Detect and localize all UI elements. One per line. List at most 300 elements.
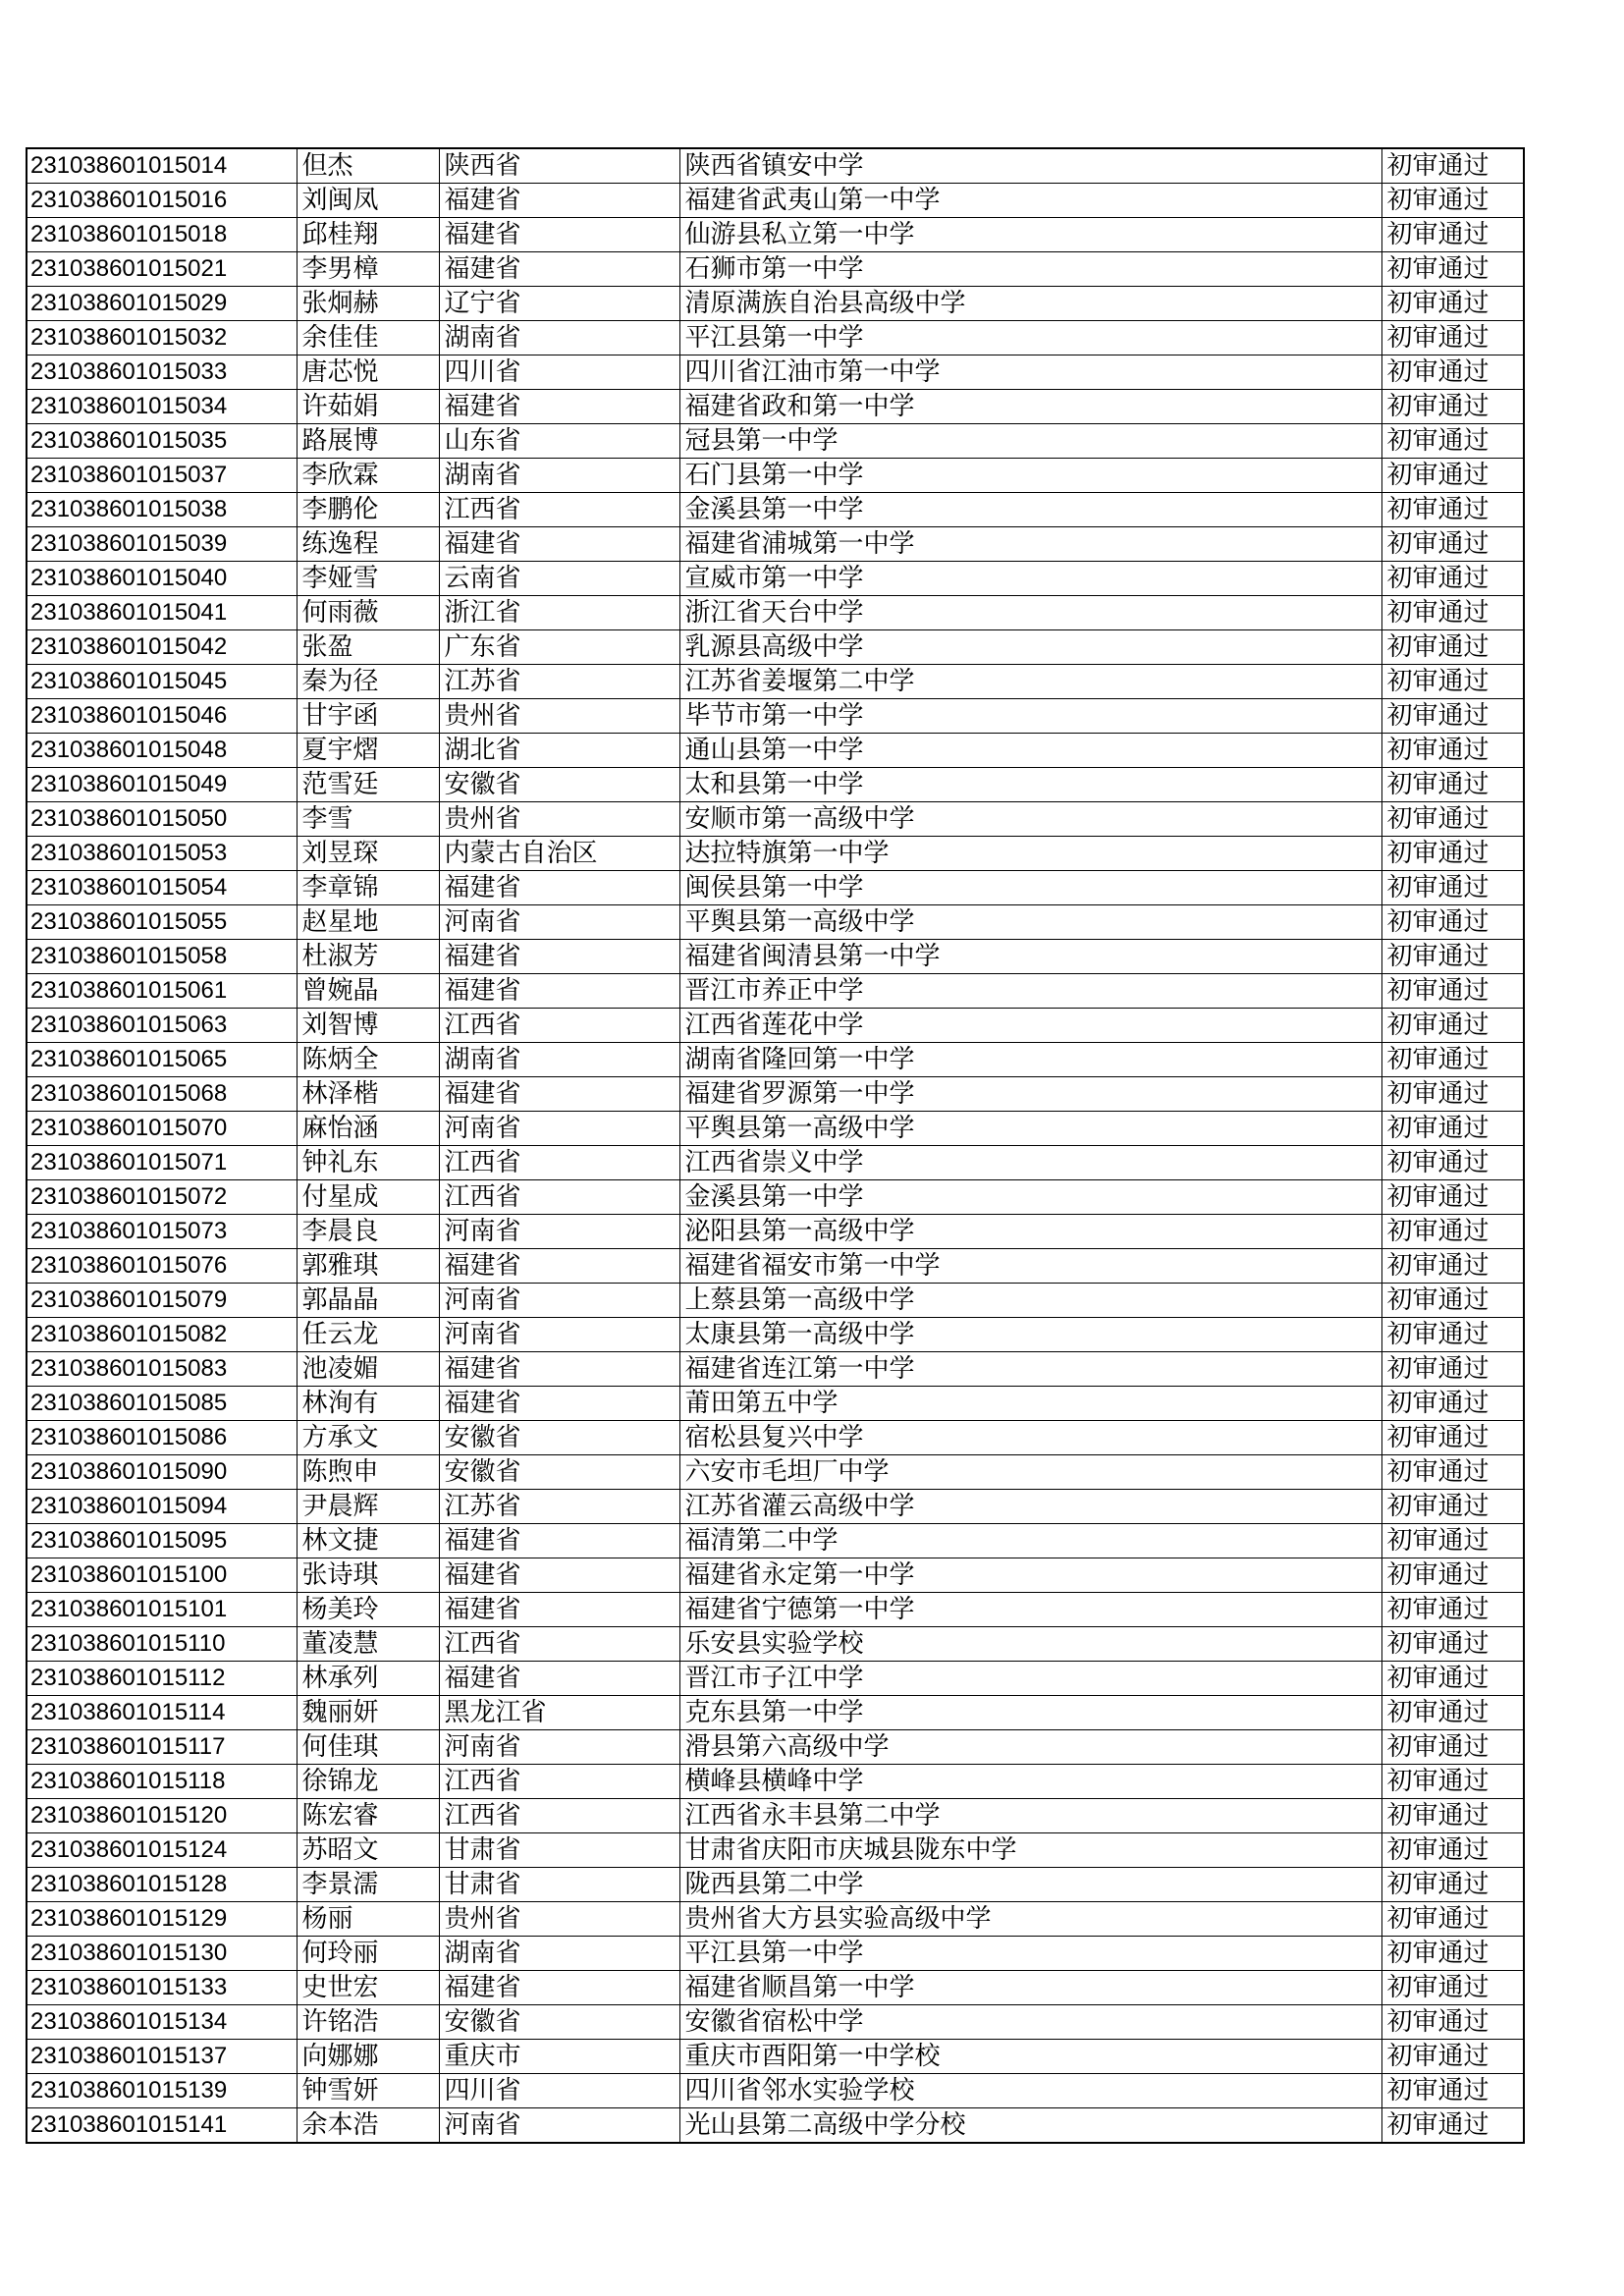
cell-status: 初审通过 [1381, 1524, 1524, 1558]
table-row [27, 1215, 1524, 1249]
table-row [27, 1387, 1524, 1421]
cell-province: 福建省 [439, 871, 679, 905]
cell-status: 初审通过 [1381, 1455, 1524, 1490]
cell-school: 滑县第六高级中学 [679, 1730, 1381, 1765]
cell-name: 林泽楷 [297, 1077, 439, 1112]
cell-school: 福建省罗源第一中学 [679, 1077, 1381, 1112]
cell-status: 初审通过 [1381, 1627, 1524, 1662]
cell-province: 河南省 [439, 905, 679, 940]
cell-province: 安徽省 [439, 1421, 679, 1455]
table-row [27, 630, 1524, 665]
cell-school: 福建省福安市第一中学 [679, 1249, 1381, 1284]
cell-school: 太和县第一中学 [679, 768, 1381, 802]
cell-id: 231038601015058 [27, 940, 297, 974]
cell-id: 231038601015133 [27, 1971, 297, 2005]
cell-id: 231038601015053 [27, 837, 297, 871]
cell-id: 231038601015018 [27, 218, 297, 252]
cell-province: 安徽省 [439, 2005, 679, 2040]
cell-status: 初审通过 [1381, 1971, 1524, 2005]
cell-name: 李欣霖 [297, 459, 439, 493]
cell-id: 231038601015139 [27, 2074, 297, 2108]
cell-school: 四川省江油市第一中学 [679, 355, 1381, 390]
cell-id: 231038601015016 [27, 184, 297, 218]
table-row [27, 1799, 1524, 1833]
cell-name: 刘闽凤 [297, 184, 439, 218]
cell-name: 李男樟 [297, 252, 439, 287]
cell-province: 福建省 [439, 184, 679, 218]
cell-school: 上蔡县第一高级中学 [679, 1284, 1381, 1318]
cell-status: 初审通过 [1381, 562, 1524, 596]
cell-status: 初审通过 [1381, 2108, 1524, 2144]
cell-name: 史世宏 [297, 1971, 439, 2005]
cell-id: 231038601015094 [27, 1490, 297, 1524]
cell-status: 初审通过 [1381, 1009, 1524, 1043]
cell-status: 初审通过 [1381, 630, 1524, 665]
cell-status: 初审通过 [1381, 252, 1524, 287]
cell-school: 福建省浦城第一中学 [679, 527, 1381, 562]
cell-province: 福建省 [439, 1593, 679, 1627]
cell-name: 邱桂翔 [297, 218, 439, 252]
cell-status: 初审通过 [1381, 1765, 1524, 1799]
cell-status: 初审通过 [1381, 2005, 1524, 2040]
cell-status: 初审通过 [1381, 940, 1524, 974]
cell-school: 闽侯县第一中学 [679, 871, 1381, 905]
cell-province: 浙江省 [439, 596, 679, 630]
cell-name: 林文捷 [297, 1524, 439, 1558]
table-row [27, 699, 1524, 734]
cell-province: 福建省 [439, 1662, 679, 1696]
table-row [27, 1524, 1524, 1558]
table-row [27, 871, 1524, 905]
cell-school: 福建省永定第一中学 [679, 1558, 1381, 1593]
cell-province: 湖南省 [439, 1937, 679, 1971]
cell-id: 231038601015079 [27, 1284, 297, 1318]
cell-school: 平舆县第一高级中学 [679, 1112, 1381, 1146]
cell-status: 初审通过 [1381, 1730, 1524, 1765]
cell-status: 初审通过 [1381, 148, 1524, 184]
table-row [27, 596, 1524, 630]
cell-province: 贵州省 [439, 1902, 679, 1937]
cell-name: 练逸程 [297, 527, 439, 562]
cell-province: 四川省 [439, 355, 679, 390]
roster-table [26, 147, 1525, 2144]
table-row [27, 1421, 1524, 1455]
cell-school: 贵州省大方县实验高级中学 [679, 1902, 1381, 1937]
cell-id: 231038601015042 [27, 630, 297, 665]
table-row [27, 1180, 1524, 1215]
cell-school: 福建省政和第一中学 [679, 390, 1381, 424]
cell-school: 光山县第二高级中学分校 [679, 2108, 1381, 2144]
table-row [27, 1318, 1524, 1352]
cell-name: 杨美玲 [297, 1593, 439, 1627]
cell-name: 方承文 [297, 1421, 439, 1455]
cell-name: 余本浩 [297, 2108, 439, 2144]
cell-province: 福建省 [439, 1387, 679, 1421]
table-row [27, 1593, 1524, 1627]
cell-name: 向娜娜 [297, 2040, 439, 2074]
cell-id: 231038601015129 [27, 1902, 297, 1937]
table-row [27, 1662, 1524, 1696]
cell-school: 平舆县第一高级中学 [679, 905, 1381, 940]
cell-school: 冠县第一中学 [679, 424, 1381, 459]
cell-school: 江西省崇义中学 [679, 1146, 1381, 1180]
table-row [27, 1490, 1524, 1524]
cell-name: 赵星地 [297, 905, 439, 940]
table-row [27, 1765, 1524, 1799]
cell-province: 四川省 [439, 2074, 679, 2108]
cell-province: 江苏省 [439, 665, 679, 699]
cell-status: 初审通过 [1381, 1833, 1524, 1868]
cell-province: 河南省 [439, 2108, 679, 2144]
cell-name: 刘昱琛 [297, 837, 439, 871]
cell-id: 231038601015021 [27, 252, 297, 287]
table-row [27, 2005, 1524, 2040]
cell-school: 克东县第一中学 [679, 1696, 1381, 1730]
cell-province: 甘肃省 [439, 1868, 679, 1902]
table-row [27, 287, 1524, 321]
cell-status: 初审通过 [1381, 1902, 1524, 1937]
table-row [27, 1009, 1524, 1043]
cell-school: 横峰县横峰中学 [679, 1765, 1381, 1799]
cell-status: 初审通过 [1381, 1490, 1524, 1524]
cell-status: 初审通过 [1381, 1421, 1524, 1455]
cell-id: 231038601015134 [27, 2005, 297, 2040]
cell-id: 231038601015068 [27, 1077, 297, 1112]
cell-school: 晋江市养正中学 [679, 974, 1381, 1009]
cell-school: 四川省邻水实验学校 [679, 2074, 1381, 2108]
table-row [27, 2074, 1524, 2108]
cell-status: 初审通过 [1381, 321, 1524, 355]
cell-province: 陕西省 [439, 148, 679, 184]
cell-id: 231038601015112 [27, 1662, 297, 1696]
cell-school: 清原满族自治县高级中学 [679, 287, 1381, 321]
cell-school: 平江县第一中学 [679, 1937, 1381, 1971]
cell-id: 231038601015118 [27, 1765, 297, 1799]
cell-name: 杨丽 [297, 1902, 439, 1937]
cell-name: 何玲丽 [297, 1937, 439, 1971]
cell-school: 金溪县第一中学 [679, 493, 1381, 527]
cell-school: 安徽省宿松中学 [679, 2005, 1381, 2040]
table-row [27, 493, 1524, 527]
cell-province: 福建省 [439, 940, 679, 974]
cell-school: 浙江省天台中学 [679, 596, 1381, 630]
cell-status: 初审通过 [1381, 459, 1524, 493]
cell-school: 乐安县实验学校 [679, 1627, 1381, 1662]
cell-id: 231038601015141 [27, 2108, 297, 2144]
cell-id: 231038601015072 [27, 1180, 297, 1215]
cell-name: 李景濡 [297, 1868, 439, 1902]
table-row [27, 1868, 1524, 1902]
table-row [27, 355, 1524, 390]
table-row [27, 1937, 1524, 1971]
cell-school: 江西省永丰县第二中学 [679, 1799, 1381, 1833]
cell-school: 宿松县复兴中学 [679, 1421, 1381, 1455]
cell-school: 重庆市酉阳第一中学校 [679, 2040, 1381, 2074]
cell-name: 钟雪妍 [297, 2074, 439, 2108]
cell-name: 秦为径 [297, 665, 439, 699]
cell-school: 福建省闽清县第一中学 [679, 940, 1381, 974]
table-row [27, 390, 1524, 424]
cell-province: 安徽省 [439, 768, 679, 802]
cell-status: 初审通过 [1381, 1558, 1524, 1593]
cell-status: 初审通过 [1381, 2040, 1524, 2074]
cell-school: 石狮市第一中学 [679, 252, 1381, 287]
cell-province: 福建省 [439, 1524, 679, 1558]
cell-id: 231038601015040 [27, 562, 297, 596]
cell-id: 231038601015117 [27, 1730, 297, 1765]
cell-id: 231038601015137 [27, 2040, 297, 2074]
cell-id: 231038601015100 [27, 1558, 297, 1593]
cell-name: 李章锦 [297, 871, 439, 905]
cell-name: 李雪 [297, 802, 439, 837]
cell-school: 毕节市第一中学 [679, 699, 1381, 734]
cell-province: 黑龙江省 [439, 1696, 679, 1730]
cell-name: 任云龙 [297, 1318, 439, 1352]
cell-name: 付星成 [297, 1180, 439, 1215]
cell-status: 初审通过 [1381, 734, 1524, 768]
cell-id: 231038601015114 [27, 1696, 297, 1730]
table-row [27, 1730, 1524, 1765]
cell-id: 231038601015063 [27, 1009, 297, 1043]
cell-school: 泌阳县第一高级中学 [679, 1215, 1381, 1249]
table-row [27, 974, 1524, 1009]
cell-status: 初审通过 [1381, 1146, 1524, 1180]
cell-province: 江西省 [439, 1799, 679, 1833]
table-row [27, 1455, 1524, 1490]
cell-school: 陕西省镇安中学 [679, 148, 1381, 184]
cell-province: 河南省 [439, 1730, 679, 1765]
cell-school: 莆田第五中学 [679, 1387, 1381, 1421]
cell-status: 初审通过 [1381, 1868, 1524, 1902]
cell-school: 六安市毛坦厂中学 [679, 1455, 1381, 1490]
cell-name: 路展博 [297, 424, 439, 459]
cell-province: 内蒙古自治区 [439, 837, 679, 871]
table-row [27, 527, 1524, 562]
cell-status: 初审通过 [1381, 905, 1524, 940]
cell-name: 何佳琪 [297, 1730, 439, 1765]
cell-status: 初审通过 [1381, 1352, 1524, 1387]
cell-status: 初审通过 [1381, 2074, 1524, 2108]
cell-school: 平江县第一中学 [679, 321, 1381, 355]
cell-id: 231038601015041 [27, 596, 297, 630]
cell-status: 初审通过 [1381, 1180, 1524, 1215]
cell-province: 湖南省 [439, 459, 679, 493]
cell-school: 江苏省灌云高级中学 [679, 1490, 1381, 1524]
cell-status: 初审通过 [1381, 355, 1524, 390]
cell-name: 刘智博 [297, 1009, 439, 1043]
cell-name: 何雨薇 [297, 596, 439, 630]
cell-id: 231038601015061 [27, 974, 297, 1009]
cell-name: 余佳佳 [297, 321, 439, 355]
cell-province: 河南省 [439, 1112, 679, 1146]
cell-id: 231038601015038 [27, 493, 297, 527]
table-row [27, 665, 1524, 699]
cell-school: 安顺市第一高级中学 [679, 802, 1381, 837]
cell-province: 福建省 [439, 1352, 679, 1387]
cell-province: 江西省 [439, 1180, 679, 1215]
cell-id: 231038601015082 [27, 1318, 297, 1352]
cell-name: 杜淑芳 [297, 940, 439, 974]
cell-province: 福建省 [439, 1971, 679, 2005]
table-row [27, 1077, 1524, 1112]
cell-name: 尹晨辉 [297, 1490, 439, 1524]
cell-id: 231038601015054 [27, 871, 297, 905]
cell-id: 231038601015120 [27, 1799, 297, 1833]
cell-province: 河南省 [439, 1215, 679, 1249]
cell-province: 江西省 [439, 1009, 679, 1043]
table-row [27, 1696, 1524, 1730]
cell-school: 晋江市子江中学 [679, 1662, 1381, 1696]
cell-id: 231038601015065 [27, 1043, 297, 1077]
cell-name: 陈宏睿 [297, 1799, 439, 1833]
cell-province: 云南省 [439, 562, 679, 596]
cell-name: 郭晶晶 [297, 1284, 439, 1318]
cell-school: 仙游县私立第一中学 [679, 218, 1381, 252]
cell-status: 初审通过 [1381, 1043, 1524, 1077]
cell-province: 福建省 [439, 527, 679, 562]
table-row [27, 148, 1524, 184]
cell-province: 福建省 [439, 1077, 679, 1112]
cell-school: 金溪县第一中学 [679, 1180, 1381, 1215]
table-row [27, 734, 1524, 768]
table-row [27, 1284, 1524, 1318]
cell-name: 曾婉晶 [297, 974, 439, 1009]
cell-status: 初审通过 [1381, 596, 1524, 630]
cell-province: 重庆市 [439, 2040, 679, 2074]
table-row [27, 184, 1524, 218]
cell-province: 江苏省 [439, 1490, 679, 1524]
cell-status: 初审通过 [1381, 1112, 1524, 1146]
table-row [27, 940, 1524, 974]
cell-status: 初审通过 [1381, 837, 1524, 871]
table-row [27, 1249, 1524, 1284]
roster-table-body [27, 148, 1524, 2143]
cell-name: 徐锦龙 [297, 1765, 439, 1799]
cell-province: 湖南省 [439, 1043, 679, 1077]
cell-name: 林承列 [297, 1662, 439, 1696]
cell-id: 231038601015048 [27, 734, 297, 768]
cell-status: 初审通过 [1381, 1387, 1524, 1421]
table-row [27, 1352, 1524, 1387]
cell-name: 董凌慧 [297, 1627, 439, 1662]
table-row [27, 802, 1524, 837]
cell-school: 福建省宁德第一中学 [679, 1593, 1381, 1627]
cell-province: 辽宁省 [439, 287, 679, 321]
cell-id: 231038601015035 [27, 424, 297, 459]
cell-id: 231038601015045 [27, 665, 297, 699]
cell-status: 初审通过 [1381, 768, 1524, 802]
cell-province: 贵州省 [439, 802, 679, 837]
table-row [27, 1902, 1524, 1937]
cell-id: 231038601015034 [27, 390, 297, 424]
cell-province: 福建省 [439, 390, 679, 424]
table-row [27, 1971, 1524, 2005]
cell-id: 231038601015095 [27, 1524, 297, 1558]
table-row [27, 459, 1524, 493]
cell-school: 陇西县第二中学 [679, 1868, 1381, 1902]
cell-province: 江西省 [439, 493, 679, 527]
cell-province: 湖北省 [439, 734, 679, 768]
cell-school: 通山县第一中学 [679, 734, 1381, 768]
cell-status: 初审通过 [1381, 184, 1524, 218]
cell-id: 231038601015049 [27, 768, 297, 802]
cell-school: 福清第二中学 [679, 1524, 1381, 1558]
cell-province: 广东省 [439, 630, 679, 665]
cell-status: 初审通过 [1381, 527, 1524, 562]
cell-id: 231038601015124 [27, 1833, 297, 1868]
cell-school: 石门县第一中学 [679, 459, 1381, 493]
cell-status: 初审通过 [1381, 1593, 1524, 1627]
cell-name: 李娅雪 [297, 562, 439, 596]
cell-status: 初审通过 [1381, 1215, 1524, 1249]
cell-school: 福建省武夷山第一中学 [679, 184, 1381, 218]
cell-id: 231038601015085 [27, 1387, 297, 1421]
table-row [27, 1043, 1524, 1077]
cell-name: 唐芯悦 [297, 355, 439, 390]
cell-name: 许茹娟 [297, 390, 439, 424]
table-row [27, 905, 1524, 940]
cell-name: 郭雅琪 [297, 1249, 439, 1284]
roster-sheet [26, 147, 1525, 2144]
cell-id: 231038601015055 [27, 905, 297, 940]
cell-id: 231038601015076 [27, 1249, 297, 1284]
table-row [27, 1833, 1524, 1868]
cell-name: 麻怡涵 [297, 1112, 439, 1146]
cell-school: 福建省连江第一中学 [679, 1352, 1381, 1387]
cell-school: 湖南省隆回第一中学 [679, 1043, 1381, 1077]
cell-id: 231038601015090 [27, 1455, 297, 1490]
cell-status: 初审通过 [1381, 1249, 1524, 1284]
cell-name: 范雪廷 [297, 768, 439, 802]
table-row [27, 1627, 1524, 1662]
cell-name: 陈炳全 [297, 1043, 439, 1077]
cell-name: 池凌媚 [297, 1352, 439, 1387]
table-row [27, 218, 1524, 252]
cell-id: 231038601015130 [27, 1937, 297, 1971]
cell-id: 231038601015037 [27, 459, 297, 493]
table-row [27, 562, 1524, 596]
cell-id: 231038601015033 [27, 355, 297, 390]
cell-province: 山东省 [439, 424, 679, 459]
cell-status: 初审通过 [1381, 871, 1524, 905]
cell-name: 甘宇函 [297, 699, 439, 734]
cell-status: 初审通过 [1381, 1318, 1524, 1352]
cell-school: 江西省莲花中学 [679, 1009, 1381, 1043]
cell-school: 乳源县高级中学 [679, 630, 1381, 665]
cell-status: 初审通过 [1381, 1799, 1524, 1833]
cell-name: 苏昭文 [297, 1833, 439, 1868]
cell-province: 江西省 [439, 1765, 679, 1799]
cell-name: 魏丽妍 [297, 1696, 439, 1730]
cell-name: 钟礼东 [297, 1146, 439, 1180]
cell-status: 初审通过 [1381, 287, 1524, 321]
cell-name: 但杰 [297, 148, 439, 184]
cell-province: 河南省 [439, 1284, 679, 1318]
cell-school: 达拉特旗第一中学 [679, 837, 1381, 871]
cell-province: 江西省 [439, 1627, 679, 1662]
cell-name: 夏宇熠 [297, 734, 439, 768]
cell-province: 江西省 [439, 1146, 679, 1180]
cell-school: 甘肃省庆阳市庆城县陇东中学 [679, 1833, 1381, 1868]
cell-status: 初审通过 [1381, 665, 1524, 699]
cell-school: 福建省顺昌第一中学 [679, 1971, 1381, 2005]
cell-name: 李晨良 [297, 1215, 439, 1249]
cell-id: 231038601015110 [27, 1627, 297, 1662]
cell-province: 福建省 [439, 1558, 679, 1593]
table-row [27, 768, 1524, 802]
cell-status: 初审通过 [1381, 1937, 1524, 1971]
cell-id: 231038601015032 [27, 321, 297, 355]
